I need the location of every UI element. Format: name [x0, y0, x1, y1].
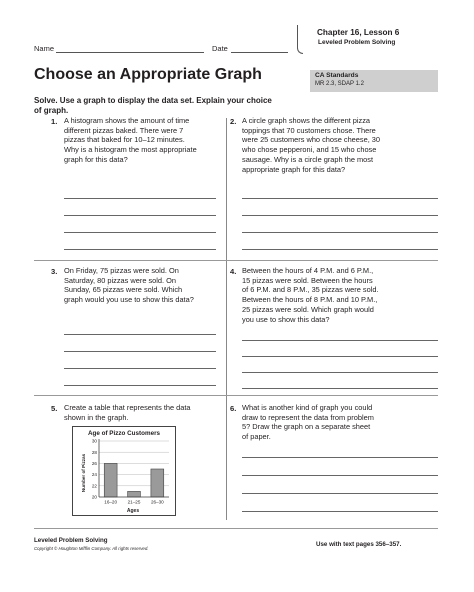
- footer-rule: [34, 528, 438, 529]
- text-line: graph for this data?: [64, 154, 128, 164]
- answer-line[interactable]: [242, 475, 438, 476]
- text-line: A circle graph shows the different pizza: [242, 116, 371, 125]
- question-number: 6.: [230, 404, 237, 413]
- y-tick-label: 22: [91, 483, 97, 489]
- answer-line[interactable]: [242, 511, 438, 512]
- column-divider: [226, 118, 227, 520]
- x-tick-label: 26–30: [150, 499, 164, 505]
- bar-16–20: [104, 463, 117, 497]
- chapter-label: Chapter 16, Lesson 6: [317, 28, 400, 37]
- answer-line[interactable]: [64, 249, 216, 250]
- text-line: Why is a histogram the most appropriate: [64, 145, 197, 155]
- answer-line[interactable]: [242, 372, 438, 373]
- text-line: A histogram shows the amount of time: [64, 116, 190, 125]
- text-line: pizzas that baked for 10–12 minutes.: [64, 135, 185, 145]
- answer-line[interactable]: [64, 215, 216, 216]
- text-line: you use to show this data?: [242, 314, 330, 324]
- question-2-text: [242, 116, 442, 174]
- answer-line[interactable]: [242, 340, 438, 341]
- footer-right: Use with text pages 356–357.: [316, 541, 402, 548]
- text-line: draw to represent the data from problem: [242, 412, 374, 422]
- text-line: What is another kind of graph you could: [242, 403, 373, 412]
- footer-copyright: Copyright © Houghton Mifflin Company. All rights reserved.: [34, 546, 149, 551]
- text-line: who chose pepperoni, and 15 who chose: [242, 145, 377, 155]
- text-line: Saturday, 80 pizzas were sold. On: [64, 275, 177, 285]
- chart-y-axis-label: Number of Pizzas: [81, 453, 86, 493]
- chart-x-ticks: [104, 500, 164, 505]
- answer-line[interactable]: [242, 457, 438, 458]
- row-divider: [34, 395, 438, 396]
- answer-line[interactable]: [64, 198, 216, 199]
- answer-line[interactable]: [64, 385, 216, 386]
- question-1-text: [64, 116, 244, 165]
- text-line: sausage. Why is a circle graph the most: [242, 154, 374, 164]
- chart-x-axis-label: Ages: [126, 508, 140, 514]
- standards-heading: CA Standards: [315, 72, 359, 79]
- text-line: On Friday, 75 pizzas were sold. On: [64, 266, 179, 275]
- bar-21–25: [128, 491, 141, 497]
- text-line: Between the hours of 4 P.M. and 6 P.M.,: [242, 266, 374, 275]
- text-line: 25 pizzas were sold. Which graph would: [242, 304, 374, 314]
- row-divider: [34, 260, 438, 261]
- answer-line[interactable]: [242, 388, 438, 389]
- question-5-text: [64, 403, 244, 422]
- text-line: Create a table that represents the data: [64, 403, 191, 412]
- question-6-text: [242, 403, 442, 442]
- chart-title: Age of Pizzo Customers: [87, 430, 161, 437]
- bar-26–30: [151, 469, 164, 497]
- question-number: 4.: [230, 267, 237, 276]
- answer-line[interactable]: [242, 249, 438, 250]
- pizza-customers-chart: [72, 426, 176, 516]
- standards-box: [310, 70, 438, 92]
- answer-line[interactable]: [242, 493, 438, 494]
- question-number: 3.: [51, 267, 58, 276]
- answer-line[interactable]: [242, 356, 438, 357]
- instructions: Solve. Use a graph to display the data set. Explain your choice of graph.: [34, 96, 272, 115]
- answer-line[interactable]: [64, 232, 216, 233]
- standards-codes: MR 2.3, SDAP 1.2: [315, 81, 364, 87]
- question-number: 2.: [230, 117, 237, 126]
- y-tick-label: 26: [91, 461, 97, 466]
- text-line: different pizzas baked. There were 7: [64, 125, 184, 135]
- answer-line[interactable]: [64, 351, 216, 352]
- question-3-text: [64, 266, 244, 305]
- header-subtitle: Leveled Problem Solving: [318, 39, 396, 46]
- name-label: Name: [34, 44, 55, 53]
- text-line: of paper.: [242, 432, 271, 442]
- y-tick-label: 24: [91, 472, 97, 478]
- text-line: appropriate graph for this data?: [242, 164, 346, 174]
- text-line: shown in the graph.: [64, 412, 129, 422]
- question-4-text: [242, 266, 442, 324]
- answer-line[interactable]: [64, 334, 216, 335]
- x-tick-label: 16–20: [104, 499, 118, 505]
- name-field[interactable]: [56, 52, 204, 53]
- answer-line[interactable]: [242, 232, 438, 233]
- answer-line[interactable]: [242, 198, 438, 199]
- text-line: Between the hours of 8 P.M. and 10 P.M.,: [242, 295, 378, 305]
- date-label: Date: [212, 44, 228, 53]
- y-tick-label: 20: [91, 494, 97, 500]
- text-line: of 6 P.M. and 8 P.M., 35 pizzas were sold.: [242, 285, 379, 295]
- y-tick-label: 30: [91, 438, 97, 444]
- x-tick-label: 21–25: [127, 499, 141, 505]
- text-line: graph would you use to show this data?: [64, 295, 194, 305]
- text-line: were 25 customers who chose cheese, 30: [242, 135, 381, 145]
- question-number: 1.: [51, 117, 58, 126]
- footer-left: Leveled Problem Solving: [34, 537, 108, 544]
- answer-line[interactable]: [64, 368, 216, 369]
- page-title: Choose an Appropriate Graph: [34, 66, 262, 83]
- text-line: 5? Draw the graph on a separate sheet: [242, 422, 371, 432]
- answer-line[interactable]: [242, 215, 438, 216]
- chapter-bracket: [297, 25, 303, 54]
- text-line: 15 pizzas were sold. Between the hours: [242, 275, 373, 285]
- question-number: 5.: [51, 404, 58, 413]
- text-line: Sunday, 65 pizzas were sold. Which: [64, 285, 183, 295]
- date-field[interactable]: [231, 52, 288, 53]
- y-tick-label: 28: [91, 449, 97, 455]
- text-line: toppings that 70 customers chose. There: [242, 125, 376, 135]
